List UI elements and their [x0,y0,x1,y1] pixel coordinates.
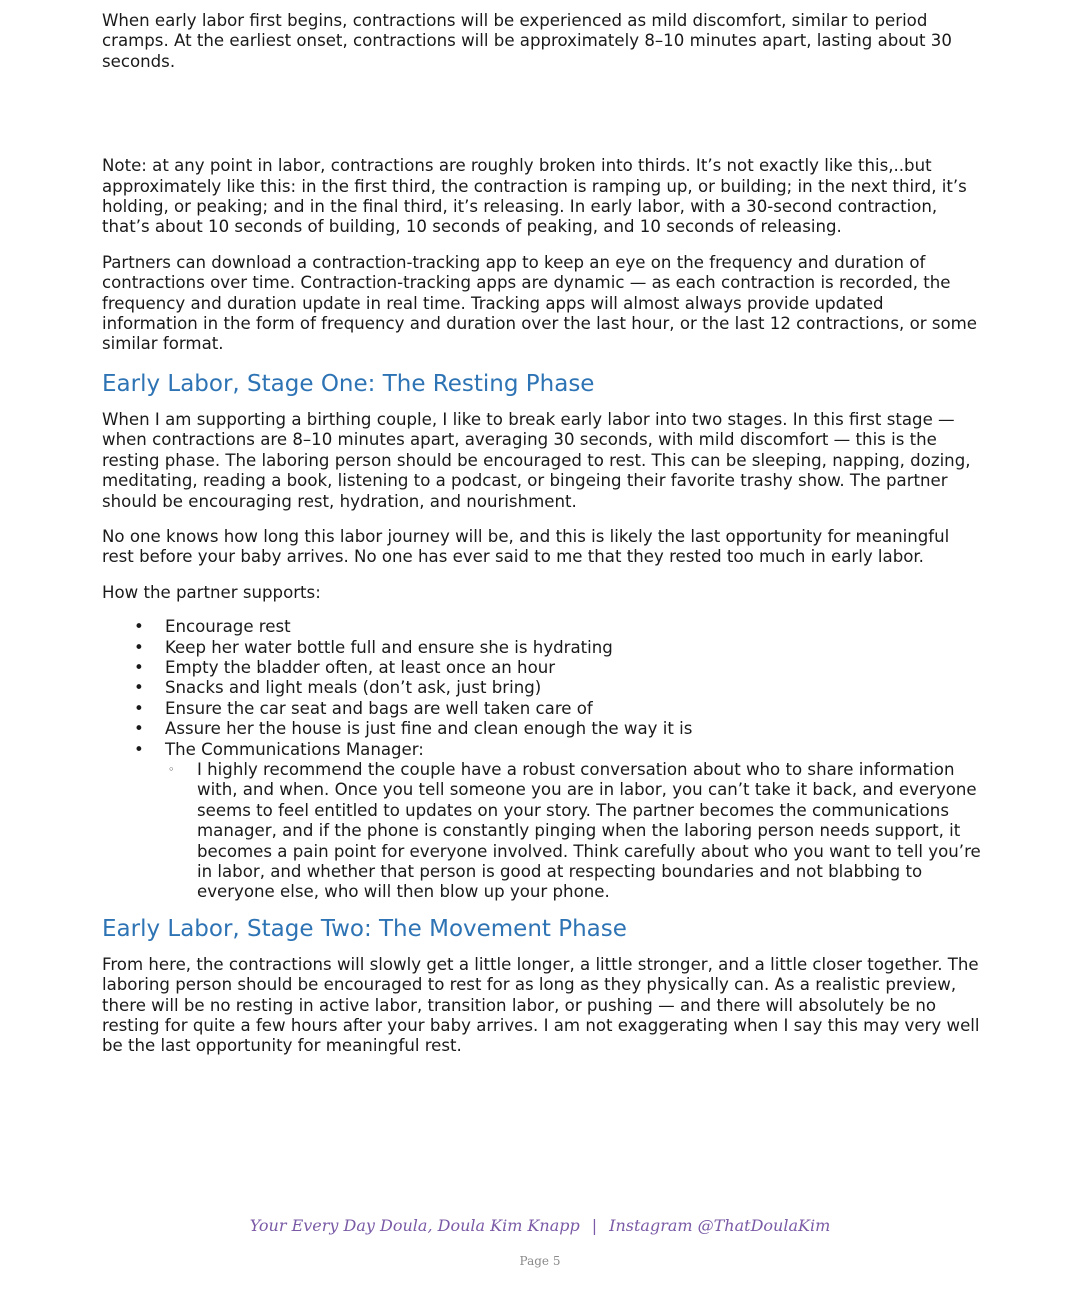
bullet-icon: • [134,698,144,718]
note-paragraph: Note: at any point in labor, contractions are roughly broken into thirds. It’s not exactly like this,..but approximately like this: in the first third, the contraction is ramping up, or building; in the next third, it’s holding, or peaking; and in the final third, it’s releasing. In early labor, with a 30-second contraction, that’s about 10 seconds of building, 10 seconds of peaking, and 10 seconds of releasing. [102,156,967,237]
sub-list-item-text: I highly recommend the couple have a robust conversation about who to share information with, and when. Once you tell someone you are in labor, you can’t take it back, and everyone seems to feel entitled to updates on your story. The partner becomes the communications manager, and if the phone is constantly pinging when the laboring person needs support, it becomes a pain point for everyone involved. Think carefully about who you want to tell you’re in labor, and whether that person is good at respecting boundaries and not blabbing to everyone else, who will then blow up your phone. [197,759,981,902]
movement-phase-paragraph: From here, the contractions will slowly get a little longer, a little stronger, and a little closer together. The laboring person should be encouraged to rest for as long as they physically can. As a realistic preview, there will be no resting in active labor, transition labor, or pushing — and there will absolutely be no resting for quite a few hours after your baby arrives. I am not exaggerating when I say this may very well be the last opportunity for meaningful rest. [102,954,980,1056]
list-item-text: Assure her the house is just fine and clean enough the way it is [165,719,693,739]
list-item-text: Empty the bladder often, at least once an hour [165,657,556,677]
bullet-icon: • [134,678,144,698]
resting-phase-paragraph-1: When I am supporting a birthing couple, I like to break early labor into two stages. In this first stage — when contractions are 8–10 minutes apart, averaging 30 seconds, with mild discomfort — this is the resting phase. The laboring person should be encouraged to rest. This can be sleeping, napping, dozing, meditating, reading a book, listening to a podcast, or bingeing their favorite trashy show. The partner should be encouraging rest, hydration, and nourishment. [102,409,971,511]
footer-separator: | [591,1216,598,1235]
bullet-icon: • [134,657,144,677]
list-item-text: Snacks and light meals (don’t ask, just bring) [165,678,542,698]
resting-phase-paragraph-2: No one knows how long this labor journey will be, and this is likely the last opportunity for meaningful rest before your baby arrives. No one has ever said to me that they rested too much in early labor. [102,526,950,567]
list-item [102,719,982,739]
list-item [102,617,982,637]
page-footer [0,1216,1080,1235]
page-number: Page 5 [519,1254,561,1268]
list-item-text: The Communications Manager: [165,739,424,759]
list-item [102,638,982,658]
section-heading-movement-phase: Early Labor, Stage Two: The Movement Phase [102,915,627,942]
list-item [102,740,982,903]
footer-author: Your Every Day Doula, Doula Kim Knapp [249,1216,580,1235]
tracking-app-paragraph: Partners can download a contraction-tracking app to keep an eye on the frequency and duration of contractions over time. Contraction-tracking apps are dynamic — as each contraction is recorded, the frequency and duration update in real time. Tracking apps will almost always provide updated information in the form of frequency and duration over the last hour, or the last 12 contractions, or some similar format. [102,252,977,354]
partner-support-intro: How the partner supports: [102,582,321,602]
section-heading-resting-phase: Early Labor, Stage One: The Resting Phase [102,370,595,397]
blank-gap [102,72,982,156]
list-item-text: Encourage rest [165,617,291,637]
partner-support-list [102,617,982,903]
list-item-text: Keep her water bottle full and ensure she is hydrating [165,637,613,657]
communications-sublist [165,760,982,903]
hollow-bullet-icon: ◦ [168,762,175,776]
bullet-icon: • [134,617,144,637]
list-item [102,699,982,719]
bullet-icon: • [134,719,144,739]
bullet-icon: • [134,739,144,759]
document-page [102,11,982,1057]
list-item-text: Ensure the car seat and bags are well taken care of [165,698,593,718]
footer-instagram: Instagram @ThatDoulaKim [609,1216,831,1235]
list-item [102,678,982,698]
sub-list-item [165,760,982,903]
intro-paragraph: When early labor first begins, contractions will be experienced as mild discomfort, similar to period cramps. At the earliest onset, contractions will be approximately 8–10 minutes apart, lasting about 30 seconds. [102,11,952,71]
bullet-icon: • [134,637,144,657]
list-item [102,658,982,678]
